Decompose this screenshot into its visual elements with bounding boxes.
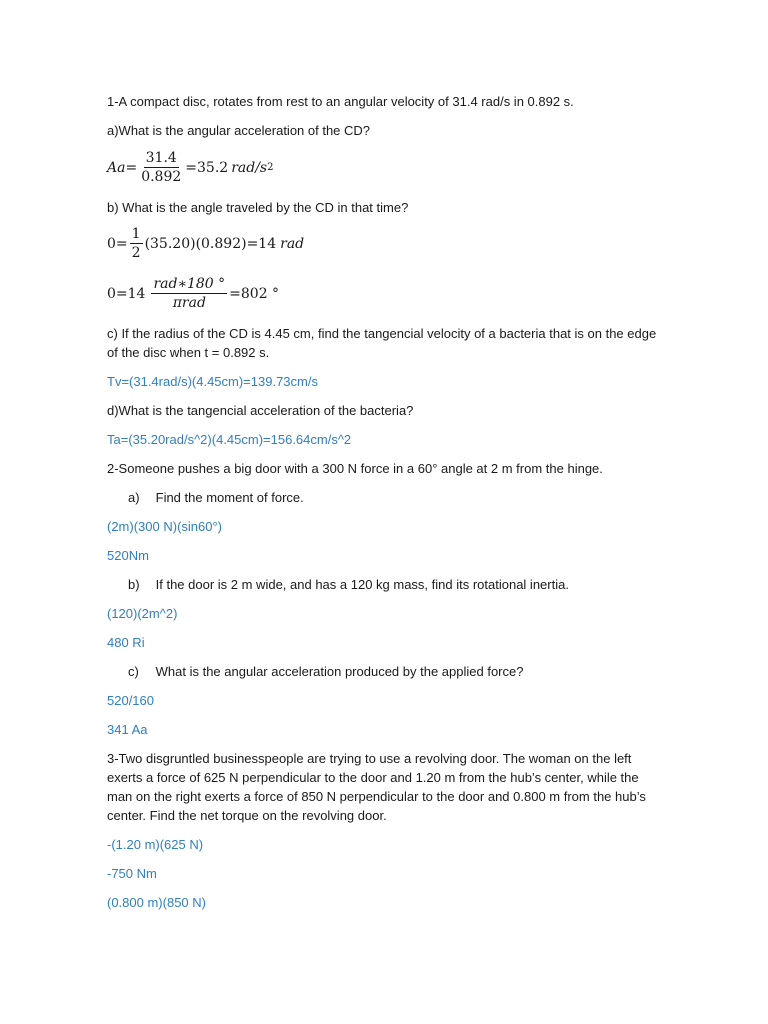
q2-b-item <box>128 575 569 594</box>
q2-a-answer: 520Nm <box>107 548 149 563</box>
eq2-unit: rad <box>280 235 305 252</box>
eq3-numerator: rad∗180 ° <box>153 276 226 292</box>
q2-b-work: (120)(2m^2) <box>107 606 178 621</box>
q3-work2: (0.800 m)(850 N) <box>107 895 206 910</box>
q2-c-answer: 341 Aa <box>107 722 148 737</box>
q2-a-work: (2m)(300 N)(sin60°) <box>107 519 223 534</box>
q1-intro: 1-A compact disc, rotates from rest to an angular velocity of 31.4 rad/s in 0.892 s. <box>107 94 574 109</box>
q3-answer1: -750 Nm <box>107 866 157 881</box>
eq2-numerator: 1 <box>131 226 141 242</box>
eq3-fraction <box>151 276 227 311</box>
eq3-lhs: 0=14 <box>107 285 146 302</box>
q1-d-answer: Ta=(35.20rad/s^2)(4.45cm)=156.64cm/s^2 <box>107 432 352 447</box>
eq1-denominator: 0.892 <box>141 169 182 185</box>
q1-c-question: c) If the radius of the CD is 4.45 cm, find the tangencial velocity of a bacteria that is on the edge of the disc when t = 0.892 s. <box>107 326 657 360</box>
q2-c-work: 520/160 <box>107 693 154 708</box>
q2-a-item <box>128 488 304 507</box>
q1-b-question: b) What is the angle traveled by the CD in that time? <box>107 200 409 215</box>
q3-intro: 3-Two disgruntled businesspeople are trying to use a revolving door. The woman on the left exerts a force of 625 N perpendicular to the door and 1.20 m from the hub’s center, while the man on the right exerts a force of 850 N perpendicular to the door and 0.800 m from the hub’s center. Find the net torque on the revolving door. <box>107 751 646 823</box>
q1-equation-angle <box>107 226 304 261</box>
q2-c-question: What is the angular acceleration produced by the applied force? <box>155 664 524 679</box>
q1-a-question: a)What is the angular acceleration of the CD? <box>107 123 371 138</box>
eq2-rhs: (35.20)(0.892)=14 <box>144 235 277 252</box>
q1-d-question: d)What is the tangencial acceleration of the bacteria? <box>107 403 414 418</box>
eq1-fraction <box>139 150 183 185</box>
eq2-lhs: 0= <box>107 235 128 252</box>
q2-b-answer: 480 Ri <box>107 635 145 650</box>
eq1-exponent: 2 <box>267 162 274 173</box>
q2-b-label: b) <box>128 577 140 592</box>
eq1-lhs: Aa= <box>107 159 138 176</box>
eq2-fraction <box>130 226 143 261</box>
eq1-rhs: =35.2 <box>185 159 229 176</box>
q2-a-question: Find the moment of force. <box>155 490 304 505</box>
eq1-unit: rad/s <box>231 159 268 176</box>
eq3-rhs: =802 ° <box>229 285 280 302</box>
eq1-numerator: 31.4 <box>145 150 177 166</box>
q1-equation-angular-acceleration <box>107 150 273 185</box>
q3-work1: -(1.20 m)(625 N) <box>107 837 204 852</box>
eq3-denominator: πrad <box>172 295 206 311</box>
q2-intro: 2-Someone pushes a big door with a 300 N force in a 60° angle at 2 m from the hinge. <box>107 461 603 476</box>
q1-equation-degrees <box>107 276 279 311</box>
q2-c-label: c) <box>128 664 139 679</box>
q1-c-answer: Tv=(31.4rad/s)(4.45cm)=139.73cm/s <box>107 374 318 389</box>
q2-b-question: If the door is 2 m wide, and has a 120 kg mass, find its rotational inertia. <box>155 577 569 592</box>
eq2-denominator: 2 <box>131 245 141 261</box>
q2-c-item <box>128 662 523 681</box>
q2-a-label: a) <box>128 490 140 505</box>
